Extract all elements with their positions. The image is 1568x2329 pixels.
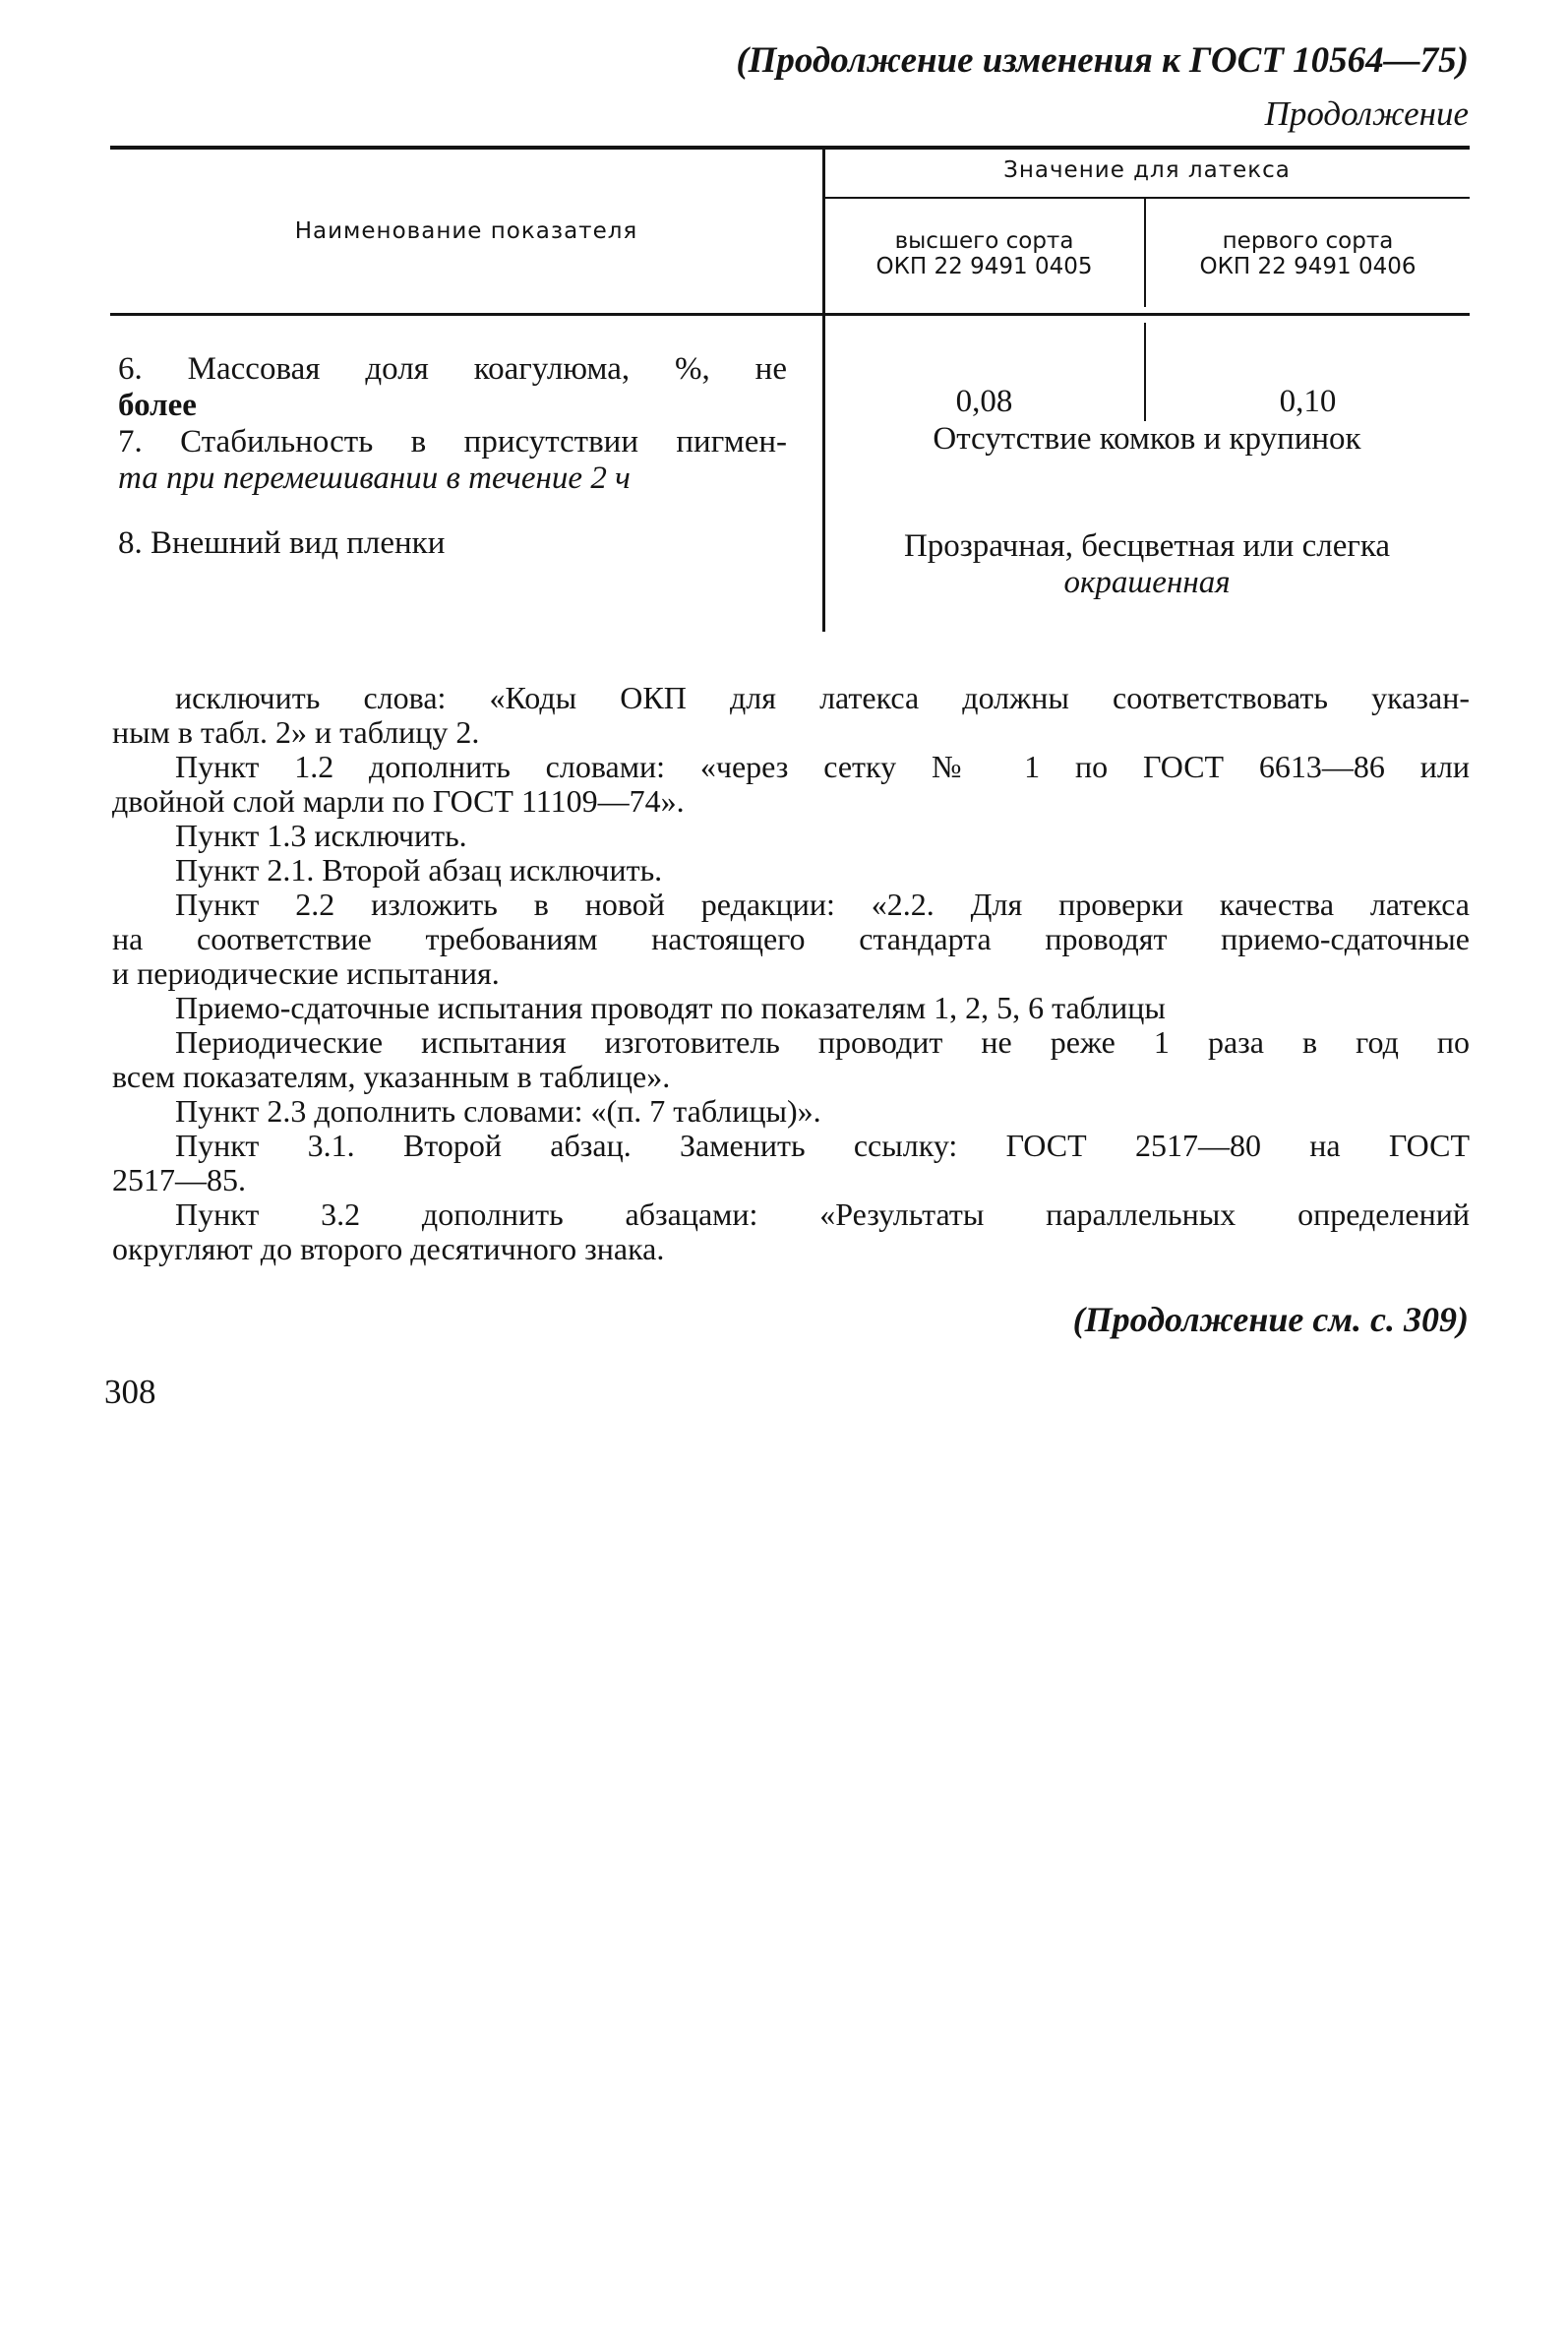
value-group-header: Значение для латекса [1003, 157, 1291, 183]
paragraph: Пункт 2.3 дополнить словами: «(п. 7 таблицы)». [175, 1093, 821, 1129]
row6-name-line1: 6. Массовая доля коагулюма, %, не [118, 351, 787, 387]
row6-value-first-grade: 0,10 [1279, 384, 1337, 419]
paragraph: всем показателям, указанным в таблице». [112, 1059, 671, 1094]
paragraph: Пункт 2.1. Второй абзац исключить. [175, 852, 663, 888]
continued-on-note: (Продолжение см. с. 309) [1072, 1300, 1469, 1339]
table-header-rule [110, 313, 1470, 316]
paragraph: исключить слова: «Коды ОКП для латекса должны соответствовать указан- [175, 680, 1470, 715]
row7-value-merged: Отсутствие комков и крупинок [933, 421, 1361, 457]
paragraph: Приемо-сдаточные испытания проводят по показателям 1, 2, 5, 6 таблицы [175, 990, 1166, 1025]
row7-name-line2: та при перемешивании в течение 2 ч [118, 460, 631, 496]
paragraph: Пункт 3.2 дополнить абзацами: «Результаты параллельных определений [175, 1196, 1470, 1232]
continuation-title: (Продолжение изменения к ГОСТ 10564—75) [736, 40, 1469, 81]
first-grade-code: ОКП 22 9491 0406 [1199, 254, 1417, 279]
paragraph: Периодические испытания изготовитель проводит не реже 1 раза в год по [175, 1024, 1470, 1060]
paragraph: Пункт 2.2 изложить в новой редакции: «2.2. Для проверки качества латекса [175, 887, 1470, 922]
paragraph: Пункт 3.1. Второй абзац. Заменить ссылку: ГОСТ 2517—80 на ГОСТ [175, 1128, 1470, 1163]
top-grade-label: высшего сорта [894, 228, 1074, 254]
paragraph: Пункт 1.2 дополнить словами: «через сетку № 1 по ГОСТ 6613—86 или [175, 749, 1470, 784]
paragraph: и периодические испытания. [112, 955, 500, 991]
continuation-label: Продолжение [1264, 94, 1469, 133]
row6-name-line2: более [118, 388, 197, 423]
value-group-rule [824, 197, 1470, 199]
table-row-name [118, 351, 787, 424]
paragraph: на соответствие требованиям настоящего стандарта проводят приемо-сдаточные [112, 921, 1470, 956]
page-number: 308 [104, 1373, 156, 1411]
table-row-name [118, 424, 787, 497]
paragraph: 2517—85. [112, 1162, 246, 1197]
name-column-header: Наименование показателя [294, 218, 638, 244]
paragraph: Пункт 1.3 исключить. [175, 818, 467, 853]
first-grade-label: первого сорта [1222, 228, 1394, 254]
top-grade-code: ОКП 22 9491 0405 [875, 254, 1093, 279]
row8-value-merged-line1: Прозрачная, бесцветная или слегка [903, 528, 1391, 564]
first-grade-header [1146, 228, 1470, 279]
top-grade-header [824, 228, 1144, 279]
paragraph: округляют до второго десятичного знака. [112, 1231, 665, 1266]
paragraph: двойной слой марли по ГОСТ 11109—74». [112, 783, 685, 819]
paragraph: ным в табл. 2» и таблицу 2. [112, 714, 480, 750]
amendment-text [112, 681, 1470, 1266]
row7-name-line1: 7. Стабильность в присутствии пигмен- [118, 424, 787, 460]
row8-value-merged-line2: окрашенная [1063, 565, 1231, 600]
row6-value-top-grade: 0,08 [955, 384, 1013, 419]
table-row-name: 8. Внешний вид пленки [118, 525, 446, 561]
table-top-rule [110, 146, 1470, 150]
